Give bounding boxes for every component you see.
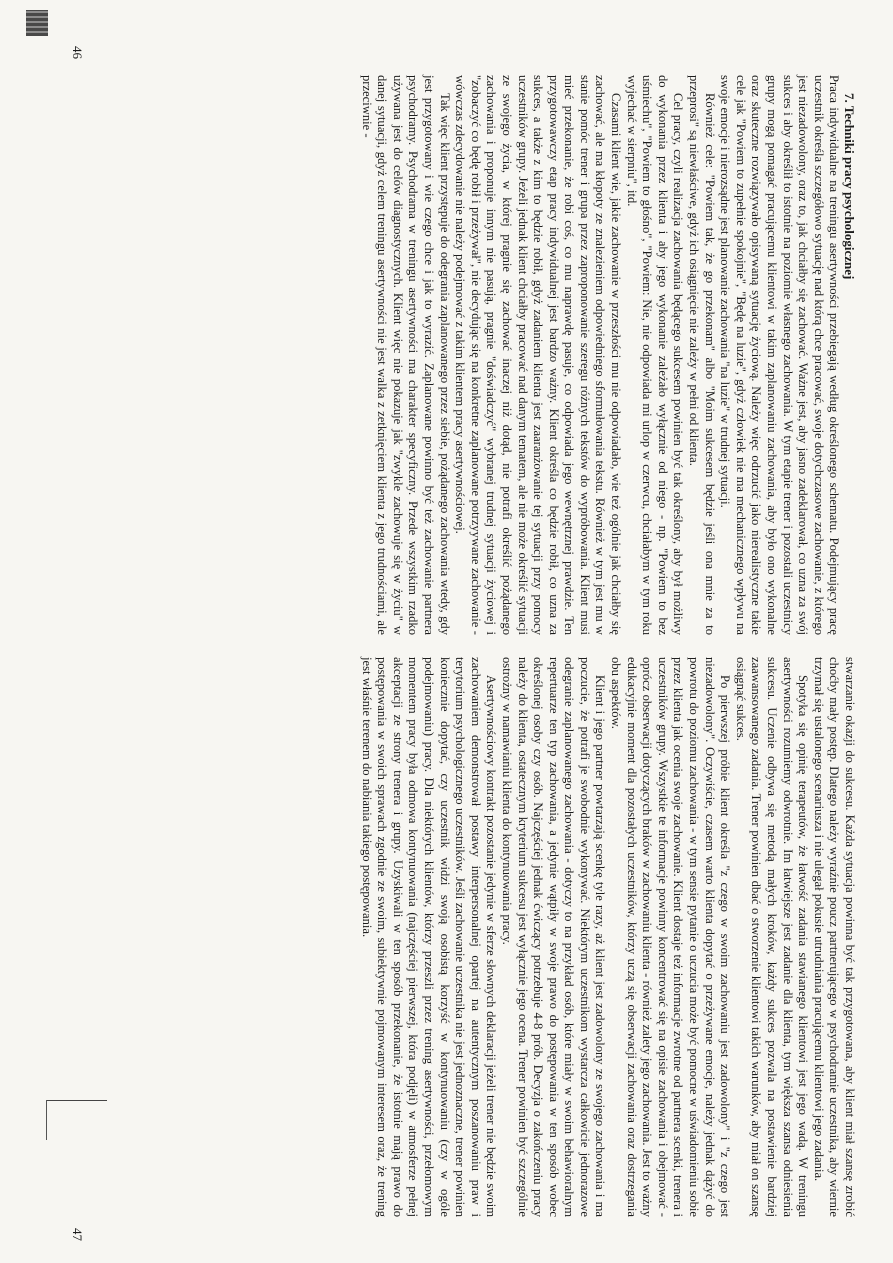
- paragraph: Spotyka się opinię terapeutów, że łatwość zadania stawianego klientowi jest jego wadą. W treningu asertywności rozumiemy odwrotnie. Im łatwiejsze jest zadanie dla klienta, tym większa szansa odniesienia sukcesu. Uczenie odbywa się metodą małych kroków, każdy sukces pozwala na postawienie bardziej zaawansowanego zadania. Trener powinien dbać o stworzenie klientowi takich warunków, aby miał on szansę osiągnąć sukces.: [733, 657, 811, 1217]
- paragraph: Asertywnościowy kontrakt pozostanie jedynie w sferze słownych deklaracji jeżeli trener nie będzie swoim zachowaniem demonstrował postawy interpersonalnej opartej na autentycznym poszanowaniu praw i terytorium psychologicznego uczestników. Jeśli zachowanie uczestnika nie jest jednoznaczne, trener powinien koniecznie dopytać, czy uczestnik widzi swoją osobistą korzyść w kontynuowaniu (czy w ogóle podejmowaniu) pracy. Dla niektórych klientów, którzy przeszli przez trening asertywności, przełomowym momentem pracy była odmowa kontynuowania (najczęściej pierwszej, która podjęli) w atmosferze pełnej akceptacji ze strony trenera i grupy. Uzyskiwali w ten sposób przekonanie, że istotnie mają prawo do postępowania w swoich sprawach zgodnie ze swoim, subiektywnie pojmowanym interesem oraz, że trening jest właśnie terenem do nabiania takiego postępowania.: [359, 657, 499, 1217]
- right-page: [0, 632, 893, 1263]
- paragraph: Również cele: "Powiem tak, że go przekonam" albo "Moim sukcesem będzie jeśli ona mnie za to przeprosi" są niewłaściwe, gdyż ich osiągnięcie nie zależy w pełni od klienta.: [687, 75, 717, 635]
- paragraph: Po pierwszej próbie klient określa "z czego w swoim zachowaniu jest zadowolony" i "z czego jest niezadowolony". Oczywiście, czasem warto klienta dopytać o przeżywane emocje, należy jednak dążyć do powrotu do poziomu zachowania - w tym sensie pytanie o uczucia może być pomocne w uświadomieniu sobie przez klienta jak ocenia swoje zachowanie. Klient dostaje też informacje zwrotne od partnera scenki, trenera i uczestników grupy. Wszystkie te informacje powinny koncentrować się na opisie zachowania i obejmować - oprócz obserwacji dotyczących braków w zachowaniu klienta - również zalety jego zachowania. Jest to ważny edukacyjnie moment dla pozostałych uczestników, którzy uczą się obserwacji zachowania oraz dostrzegania obu aspektów.: [609, 657, 733, 1217]
- paragraph: Cel pracy, czyli realizacja zachowania będącego sukcesem powinien być tak określony, aby był możliwy do wykonania przez klienta i aby jego wykonanie zależało wyłącznie od niego - np. "Powiem to bez uśmiechu", "Powiem to głośno", "Powiem: Nie, nie odpowiada mi urlop w czerwcu, chciałabym w tym roku wyjechać w sierpniu", itd.: [624, 75, 686, 635]
- section-heading: 7. Techniki pracy psychologicznej: [842, 93, 857, 280]
- page-number: 47: [70, 1228, 85, 1241]
- paragraph: Czasami klient wie, jakie zachowanie w przeszłości mu nie odpowiadało, wie też ogólnie jak chciałby się zachować, ale ma kłopoty ze znalezieniem odpowiedniego sformułowania tekstu. Również w tym jest mu w stanie pomóc trener i grupa przez zaproponowanie szeregu różnych tekstów do wypróbowania. Klient musi mieć przekonanie, że robi coś, co mu naprawdę pasuje, co odpowiada jego wewnętrznej prawdzie. Ten przygotowawczy etap pracy indywidualnej jest bardzo ważny. Klient określa co będzie robił, co uzna za sukces, a także z kim to będzie robił, gdyż zadaniem klienta jest zaaranżowanie tej sytuacji przy pomocy uczestników grupy. Jeżeli jednak klient chciałby pracować nad danym tematem, ale nie może określić sytuacji ze swojego życia, w której pragnie się zachować inaczej niż dotąd, nie potrafi określić pożądanego zachowania i proponuje innym nie pasują, pragnie "doświadczyć" wybranej trudnej sytuacji życiowej i "zobaczyć co będę robił i przeżywał", nie decydując się na konkretne zaplanowane potrzyywane zachowanie - wówczas zdecydowanie nie należy podejmować z takim klientem pracy asertywnościowej.: [453, 75, 624, 635]
- page-number: 46: [70, 46, 85, 59]
- right-page-text: [358, 657, 857, 1217]
- paragraph: Tak więc klient przystępuje do odegrania zaplanowanego przez siebie, pożądanego zachowania wtedy, gdy jest przygotowany i wie czego chce i jak to wyrazić. Zaplanowane powinno być też zachowanie partnera psychodramy. Psychodrama w treningu asertywności ma charakter specyficzny. Przede wszystkim rzadko używana jest do celów diagnostycznych. Klient więc nie pokazuje jak "zwykle zachowuje się w życiu" w danej sytuacji, gdyż celem treningu asertywności nie jest walka z zetknięciem klienta z jego trudnościami, ale przeciwnie -: [359, 75, 452, 635]
- paragraph: Klient i jego partner powtarzają scenkę tyle razy, aż klient jest zadowolony ze swojego zachowania i ma poczucie, że potrafi je swobodnie wykonywać. Niektórym uczestnikom wystarcza całkowicie jednorazowe odegranie zaplanowanego zachowania - dotyczy to na przykład osób, które miały w swoim behawioralnym repertuarze ten typ zachowania, a jedynie wątpiły w swoje prawo do postępowania w ten sposób wobec określonej osoby czy osób. Najczęściej jednak ćwiczący potrzebuje 4-8 prób. Decyzja o zakończeniu pracy należy do klienta, ostatecznym kryterium sukcesu jest wyłącznie jego ocena. Trener powinien być szczególnie ostrożny w namawianiu klienta do kontynuowania pracy.: [499, 657, 608, 1217]
- left-page-text: [358, 75, 857, 635]
- paragraph: Praca indywidualne na treningu asertywności przebiegają według określonego schematu. Podejmujący pracę uczestnik określa szczegółowo sytuację nad którą chce pracować, swoje dotychczasowe zachowanie, z którego jest niezadowolony, oraz to, jak chciałby się zachować. Ważne jest, aby jasno zadeklarował, co uzna za swój sukces i aby określił to istotnie na poziomie własnego zachowania. W tym etapie trener i pozostali uczestnicy grupy mogą pomagać pracującemu klientowi w takim zaplanowaniu zachowania, aby było ono wykonalne oraz skuteczne rozwiązywało opisywaną sytuację życiową. Należy więc odrzucić jako nierealistyczne takie cele jak "Powiem to zupełnie spokojnie", "Będę na luzie", gdyż człowiek nie ma mechanicznego wpływu na swoje emocje i nierozsądne jest planowanie zachowania "na luzie" w trudnej sytuacji.: [718, 75, 842, 635]
- paragraph: stwarzanie okazji do sukcesu. Każda sytuacja powinna być tak przygotowana, aby klient miał szansę zrobić choćby mały postęp. Dlatego należy wyraźnie poucz partnerującego w psychodramie uczestnika, aby wiernie trzymał się ustalonego scenariusza i nie ulegał pokusie utrudniania pracującemu klientowi jego zadania.: [811, 657, 857, 1217]
